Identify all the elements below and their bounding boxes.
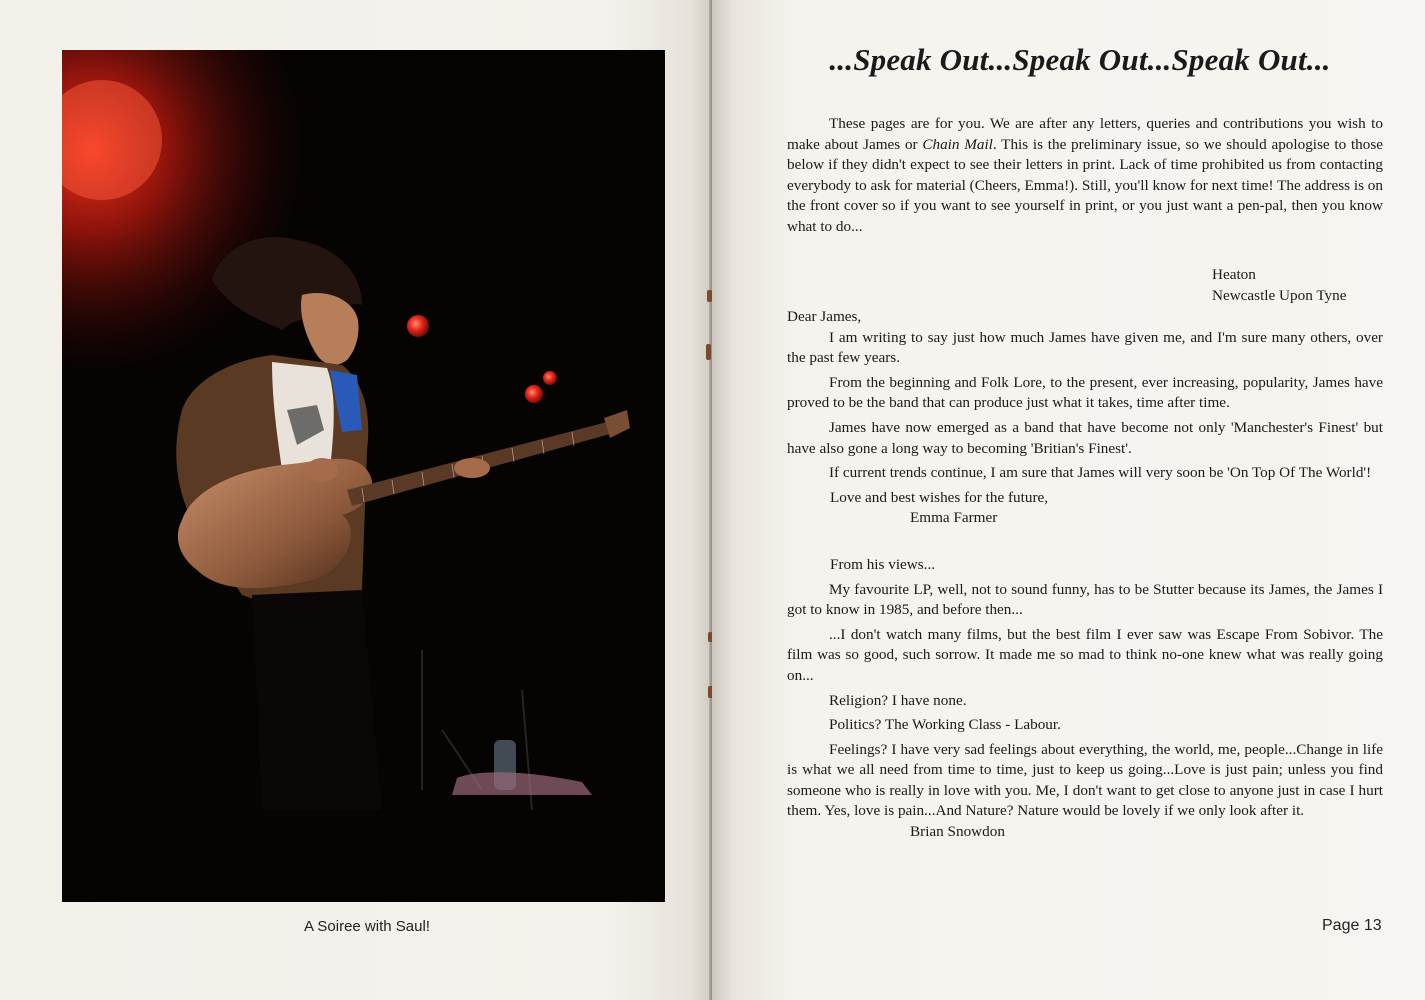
intro-paragraph	[787, 114, 1383, 238]
photo-caption: A Soiree with Saul!	[304, 918, 430, 935]
letter-paragraph: Politics? The Working Class - Labour.	[829, 716, 1061, 734]
intro-text-part2: . This is the preliminary issue, so we should apologise to those below if they didn't expect to see their letters in print. Lack of time prohibited us from contacting everybody to ask for material (Cheers, Emma!). Still, you'll know for next time! The address is on the front cover so if you want to see yourself in print, or you just want a pen-pal, then you know what to do...	[787, 135, 1383, 235]
page-heading: ...Speak Out...Speak Out...Speak Out...	[829, 42, 1331, 77]
intro-text-part1: These pages are for you. We are after any letters, queries and contributions you wish to make about James or	[787, 115, 1383, 153]
letter-signature: Emma Farmer	[910, 509, 998, 527]
letter-closing: Love and best wishes for the future,	[830, 488, 1049, 506]
guitarist-photo-illustration	[62, 50, 665, 902]
letter-signature: Brian Snowdon	[910, 823, 1005, 841]
letter-paragraph: I am writing to say just how much James have given me, and I'm sure many others, over the past few years.	[787, 328, 1383, 367]
letter-paragraph: If current trends continue, I am sure that James will very soon be 'On Top Of The World'!	[829, 464, 1372, 482]
staple-mark	[706, 344, 711, 360]
page-number: Page 13	[1322, 917, 1382, 934]
letter-paragraph: Religion? I have none.	[829, 691, 967, 709]
sender-address	[1212, 264, 1346, 306]
address-line: Newcastle Upon Tyne	[1212, 287, 1347, 304]
letter-paragraph: James have now emerged as a band that have become not only 'Manchester's Finest' but have also gone a long way to becoming 'Britian's Finest'.	[787, 418, 1383, 457]
left-page	[0, 0, 712, 1000]
letter-paragraph: Feelings? I have very sad feelings about everything, the world, me, people...Change in life is what we all need from time to time, just to keep us going...Love is just pain; unless you find someone who is really in love with you. Me, I don't want to get close to anyone just in case I hurt them. Yes, love is pain...And Nature? Nature would be lovely if we only look after it.	[787, 740, 1383, 820]
letter-paragraph: My favourite LP, well, not to sound funny, has to be Stutter because its James, the James I got to know in 1985, and before then...	[787, 580, 1383, 619]
letter-salutation: Dear James,	[787, 308, 862, 325]
letter-paragraph: ...I don't watch many films, but the best film I ever saw was Escape From Sobivor. The film was so good, such sorrow. It made me so mad to think no-one knew what was really going on...	[787, 625, 1383, 684]
address-line: Heaton	[1212, 266, 1256, 283]
intro-magazine-title: Chain Mail	[922, 135, 993, 153]
letter-paragraph: From the beginning and Folk Lore, to the present, ever increasing, popularity, James have proved to be the band that can produce just what it takes, time after time.	[787, 373, 1383, 412]
concert-photo	[62, 50, 665, 902]
letter2-opening: From his views...	[830, 555, 936, 573]
letters-column	[787, 307, 1383, 843]
